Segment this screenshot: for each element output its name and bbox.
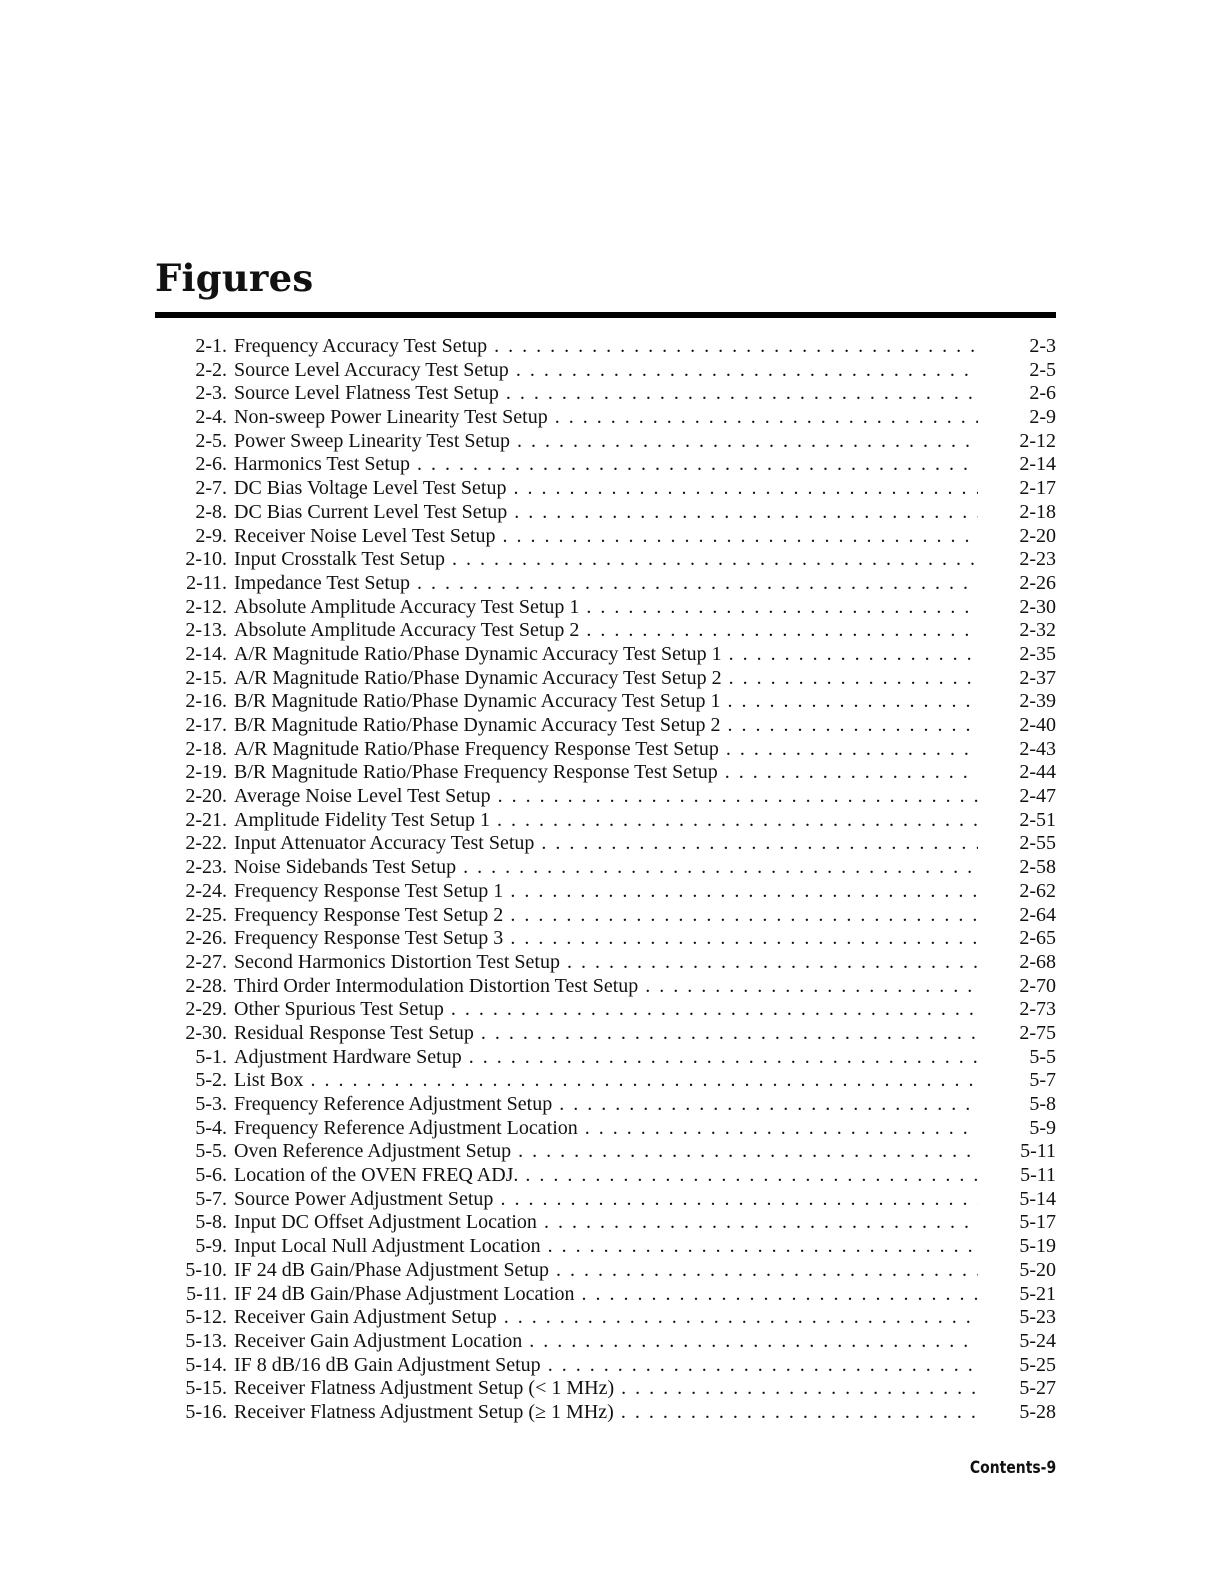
toc-entry[interactable] (155, 1188, 1056, 1212)
figure-title: Noise Sidebands Test Setup . . . (234, 856, 978, 880)
figure-title: Other Spurious Test Setup . . . (234, 998, 978, 1022)
figure-number: 5-11. (186, 1282, 227, 1305)
page-reference: 2-43 (1019, 737, 1056, 760)
figure-title: A/R Magnitude Ratio/Phase Frequency Response Test Setup . . . (234, 738, 978, 762)
figure-number: 2-16. (185, 690, 227, 713)
figure-title: Amplitude Fidelity Test Setup 1 . . . (234, 809, 978, 833)
figure-number: 2-11. (186, 571, 227, 594)
page-reference: 5-8 (1029, 1093, 1056, 1115)
page-reference: 2-68 (1019, 950, 1056, 973)
figure-number: 5-3. (195, 1093, 227, 1115)
figure-number: 5-1. (195, 1045, 227, 1068)
toc-entry[interactable] (155, 927, 1056, 951)
figure-number: 2-27. (185, 950, 227, 973)
toc-entry[interactable] (155, 382, 1056, 406)
figure-number: 2-1. (195, 335, 227, 357)
page-reference: 5-23 (1019, 1306, 1056, 1329)
figure-title: Receiver Flatness Adjustment Setup (≥ 1 MHz) . . . (234, 1401, 978, 1425)
page-reference: 5-14 (1019, 1187, 1056, 1210)
page-reference: 2-73 (1019, 998, 1056, 1021)
toc-entry[interactable] (155, 880, 1056, 904)
figure-number: 2-5. (195, 429, 227, 452)
figure-number: 5-15. (185, 1377, 227, 1400)
figure-title: Absolute Amplitude Accuracy Test Setup 2 . . . (234, 619, 978, 643)
figure-title: Oven Reference Adjustment Setup . . . (234, 1140, 978, 1164)
figure-number: 2-24. (185, 879, 227, 902)
page-reference: 5-24 (1019, 1329, 1056, 1352)
figure-title: IF 8 dB/16 dB Gain Adjustment Setup . . . (234, 1354, 978, 1378)
figure-title: Location of the OVEN FREQ ADJ. . . . (234, 1164, 978, 1188)
figure-number: 2-23. (185, 856, 227, 879)
toc-entry[interactable] (155, 998, 1056, 1022)
figure-number: 5-5. (195, 1140, 227, 1163)
figure-number: 2-13. (185, 619, 227, 642)
toc-entry[interactable] (155, 1093, 1056, 1117)
toc-entry[interactable] (155, 1022, 1056, 1046)
toc-entry[interactable] (155, 1330, 1056, 1354)
figure-number: 5-4. (195, 1116, 227, 1139)
figure-title: Receiver Gain Adjustment Location . . . (234, 1330, 978, 1354)
figure-number: 2-14. (185, 642, 227, 665)
figure-title: Source Power Adjustment Setup . . . (234, 1188, 978, 1212)
figure-number: 2-25. (185, 903, 227, 926)
figure-title: Harmonics Test Setup . . . (234, 453, 978, 477)
page-reference: 5-5 (1029, 1045, 1056, 1068)
page-reference: 2-17 (1019, 477, 1056, 500)
page-reference: 2-12 (1019, 429, 1056, 452)
toc-entry[interactable] (155, 951, 1056, 975)
page-reference: 2-51 (1019, 808, 1056, 831)
figure-title: Frequency Response Test Setup 2 . . . (234, 904, 978, 928)
toc-entry[interactable] (155, 761, 1056, 785)
toc-entry[interactable] (155, 1140, 1056, 1164)
figure-number: 2-15. (185, 666, 227, 689)
page-reference: 2-5 (1029, 358, 1056, 381)
page-reference: 5-28 (1019, 1400, 1056, 1423)
figure-title: Absolute Amplitude Accuracy Test Setup 1 . . . (234, 596, 978, 620)
figure-title: Receiver Flatness Adjustment Setup (< 1 MHz) . . . (234, 1377, 978, 1401)
toc-entry[interactable] (155, 548, 1056, 572)
toc-entry[interactable] (155, 1377, 1056, 1401)
page-reference: 5-11 (1020, 1164, 1056, 1187)
figure-title: DC Bias Voltage Level Test Setup . . . (234, 477, 978, 501)
figure-title: Second Harmonics Distortion Test Setup . . . (234, 951, 978, 975)
figure-title: Input Local Null Adjustment Location . . . (234, 1235, 978, 1259)
toc-entry[interactable] (155, 1117, 1056, 1141)
toc-entry[interactable] (155, 832, 1056, 856)
figure-title: A/R Magnitude Ratio/Phase Dynamic Accuracy Test Setup 2 . . . (234, 667, 978, 691)
figure-title: IF 24 dB Gain/Phase Adjustment Location . . . (234, 1283, 978, 1307)
figure-title: B/R Magnitude Ratio/Phase Dynamic Accuracy Test Setup 2 . . . (234, 714, 978, 738)
toc-entry[interactable] (155, 525, 1056, 549)
figure-title: List Box . . . (234, 1069, 978, 1093)
page-reference: 2-14 (1019, 453, 1056, 476)
toc-entry[interactable] (155, 1306, 1056, 1330)
toc-entry[interactable] (155, 1259, 1056, 1283)
page-reference: 2-47 (1019, 785, 1056, 808)
toc-entry[interactable] (155, 714, 1056, 738)
page-reference: 5-19 (1019, 1235, 1056, 1258)
figure-title: B/R Magnitude Ratio/Phase Dynamic Accuracy Test Setup 1 . . . (234, 690, 978, 714)
toc-entry[interactable] (155, 809, 1056, 833)
figure-number: 5-12. (185, 1306, 227, 1329)
toc-entry[interactable] (155, 1283, 1056, 1307)
page-reference: 5-17 (1019, 1211, 1056, 1234)
toc-entry[interactable] (155, 1354, 1056, 1378)
page-reference: 2-44 (1019, 761, 1056, 784)
figure-title: Receiver Gain Adjustment Setup . . . (234, 1306, 978, 1330)
toc-entry[interactable] (155, 856, 1056, 880)
figure-title: Residual Response Test Setup . . . (234, 1022, 978, 1046)
figure-title: Power Sweep Linearity Test Setup . . . (234, 430, 978, 454)
figure-number: 2-7. (195, 477, 227, 500)
figure-number: 2-30. (185, 1021, 227, 1044)
page-reference: 2-37 (1019, 666, 1056, 689)
page-reference: 5-7 (1029, 1069, 1056, 1092)
figure-title: Input DC Offset Adjustment Location . . . (234, 1211, 978, 1235)
toc-entry[interactable] (155, 1211, 1056, 1235)
figure-number: 2-29. (185, 998, 227, 1021)
page-reference: 2-40 (1019, 714, 1056, 736)
page-reference: 2-18 (1019, 500, 1056, 523)
figure-title: Third Order Intermodulation Distortion Test Setup . . . (234, 975, 978, 999)
figure-number: 2-3. (195, 382, 227, 405)
page-reference: 2-6 (1029, 382, 1056, 405)
figure-title: Input Crosstalk Test Setup . . . (234, 548, 978, 572)
figure-number: 2-19. (185, 761, 227, 784)
figure-number: 5-13. (185, 1329, 227, 1352)
page-reference: 2-9 (1029, 406, 1056, 429)
figure-number: 2-21. (185, 808, 227, 831)
page-reference: 2-20 (1019, 524, 1056, 547)
page-footer: Contents-9 (969, 1458, 1056, 1478)
figure-title: Frequency Accuracy Test Setup . . . (234, 335, 978, 359)
page-reference: 2-75 (1019, 1021, 1056, 1044)
toc-entry[interactable] (155, 430, 1056, 454)
figure-title: Input Attenuator Accuracy Test Setup . . . (234, 832, 978, 856)
figure-number: 2-6. (195, 453, 227, 476)
figure-title: A/R Magnitude Ratio/Phase Dynamic Accuracy Test Setup 1 . . . (234, 643, 978, 667)
figure-number: 5-9. (195, 1235, 227, 1258)
figure-number: 2-2. (195, 358, 227, 381)
figure-number: 2-9. (195, 524, 227, 547)
toc-entry[interactable] (155, 359, 1056, 383)
figure-title: Non-sweep Power Linearity Test Setup . . . (234, 406, 978, 430)
toc-entry[interactable] (155, 335, 1056, 359)
figure-number: 2-18. (185, 737, 227, 760)
page-reference: 5-21 (1019, 1282, 1056, 1305)
page-reference: 2-55 (1019, 832, 1056, 855)
figure-title: Source Level Accuracy Test Setup . . . (234, 359, 978, 383)
toc-entry[interactable] (155, 643, 1056, 667)
page-reference: 2-62 (1019, 879, 1056, 902)
toc-entry[interactable] (155, 453, 1056, 477)
heading-rule (155, 312, 1056, 318)
figure-number: 5-2. (195, 1069, 227, 1092)
figure-number: 2-12. (185, 595, 227, 618)
figures-list (155, 335, 1056, 1425)
page-reference: 2-3 (1029, 335, 1056, 357)
toc-entry[interactable] (155, 619, 1056, 643)
figure-title: Frequency Reference Adjustment Setup . . . (234, 1093, 978, 1117)
toc-entry[interactable] (155, 1235, 1056, 1259)
page-reference: 2-26 (1019, 571, 1056, 594)
toc-entry[interactable] (155, 1069, 1056, 1093)
figure-title: Average Noise Level Test Setup . . . (234, 785, 978, 809)
toc-entry[interactable] (155, 975, 1056, 999)
figure-title: DC Bias Current Level Test Setup . . . (234, 501, 978, 525)
toc-entry[interactable] (155, 738, 1056, 762)
figure-title: Frequency Reference Adjustment Location . . . (234, 1117, 978, 1141)
page-reference: 2-30 (1019, 595, 1056, 618)
figure-number: 5-10. (185, 1258, 227, 1281)
page-reference: 5-9 (1029, 1116, 1056, 1139)
page-reference: 5-20 (1019, 1258, 1056, 1281)
toc-entry[interactable] (155, 1401, 1056, 1425)
figure-number: 5-8. (195, 1211, 227, 1234)
figure-title: Frequency Response Test Setup 1 . . . (234, 880, 978, 904)
toc-entry[interactable] (155, 501, 1056, 525)
figure-number: 2-4. (195, 406, 227, 429)
page-reference: 2-70 (1019, 974, 1056, 997)
toc-entry[interactable] (155, 690, 1056, 714)
page-reference: 2-58 (1019, 856, 1056, 879)
page-reference: 5-11 (1020, 1140, 1056, 1163)
toc-entry[interactable] (155, 596, 1056, 620)
figure-title: B/R Magnitude Ratio/Phase Frequency Response Test Setup . . . (234, 761, 978, 785)
toc-entry[interactable] (155, 1046, 1056, 1070)
figure-number: 2-8. (195, 500, 227, 523)
figure-title: IF 24 dB Gain/Phase Adjustment Setup . . . (234, 1259, 978, 1283)
figure-title: Source Level Flatness Test Setup . . . (234, 382, 978, 406)
figure-number: 5-14. (185, 1353, 227, 1376)
page-reference: 2-35 (1019, 642, 1056, 665)
figure-number: 2-22. (185, 832, 227, 855)
toc-entry[interactable] (155, 667, 1056, 691)
toc-entry[interactable] (155, 1164, 1056, 1188)
figure-number: 5-6. (195, 1164, 227, 1187)
figure-number: 2-28. (185, 974, 227, 997)
figure-number: 5-7. (195, 1187, 227, 1210)
figure-number: 2-20. (185, 785, 227, 808)
toc-entry[interactable] (155, 904, 1056, 928)
page-title: Figures (155, 256, 314, 300)
toc-entry[interactable] (155, 406, 1056, 430)
figure-number: 2-17. (185, 714, 227, 736)
page-reference: 2-65 (1019, 927, 1056, 950)
page-reference: 2-23 (1019, 548, 1056, 571)
page-reference: 5-25 (1019, 1353, 1056, 1376)
toc-entry[interactable] (155, 785, 1056, 809)
figure-title: Impedance Test Setup . . . (234, 572, 978, 596)
figure-number: 2-26. (185, 927, 227, 950)
toc-entry[interactable] (155, 477, 1056, 501)
figure-title: Receiver Noise Level Test Setup . . . (234, 525, 978, 549)
figure-number: 5-16. (185, 1400, 227, 1423)
figure-title: Adjustment Hardware Setup . . . (234, 1046, 978, 1070)
page-reference: 2-32 (1019, 619, 1056, 642)
figure-title: Frequency Response Test Setup 3 . . . (234, 927, 978, 951)
page-reference: 5-27 (1019, 1377, 1056, 1400)
figure-number: 2-10. (185, 548, 227, 571)
page-reference: 2-39 (1019, 690, 1056, 713)
toc-entry[interactable] (155, 572, 1056, 596)
page-reference: 2-64 (1019, 903, 1056, 926)
